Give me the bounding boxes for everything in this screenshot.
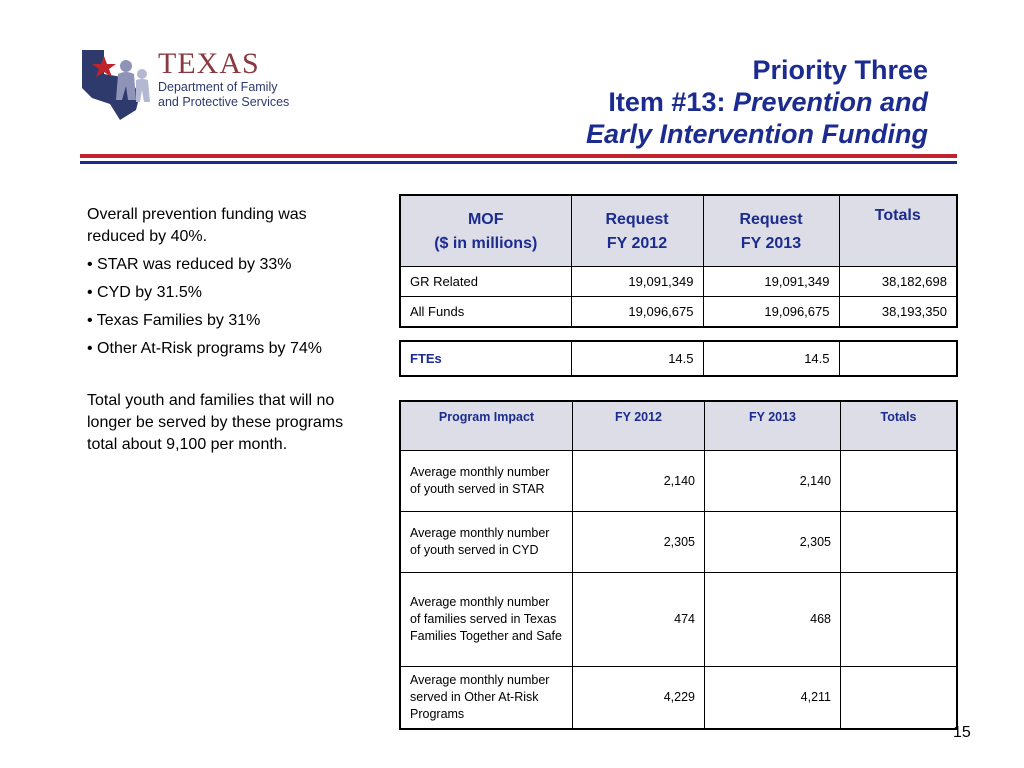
header-totals: Totals [839, 195, 957, 267]
logo-department-line: Department of Family [158, 80, 278, 94]
header-request-fy2013: Request FY 2013 [703, 195, 839, 267]
intro-paragraph: Overall prevention funding was reduced by 40%. [87, 206, 307, 245]
row-label: All Funds [400, 297, 571, 328]
fte-fy2013: 14.5 [703, 341, 839, 376]
fy2012-value: 19,091,349 [571, 267, 703, 297]
logo-services-line: and Protective Services [158, 95, 290, 109]
fy2012-value: 4,229 [573, 667, 705, 729]
table-row [400, 341, 957, 376]
title-rule-blue [80, 161, 957, 164]
fy2012-value: 19,096,675 [571, 297, 703, 328]
table-row [400, 297, 957, 328]
fte-label: FTEs [400, 341, 571, 376]
total-value [841, 512, 958, 573]
fy2013-value: 19,091,349 [703, 267, 839, 297]
bullet-other-at-risk: • Other At-Risk programs by 74% [87, 340, 323, 357]
header-fy2012: FY 2012 [573, 401, 705, 451]
program-impact-table [399, 400, 958, 730]
title-item-number: Item #13: [608, 87, 733, 117]
table-row [400, 573, 957, 667]
texas-family-icon [80, 48, 156, 124]
total-value [841, 573, 958, 667]
bullet-cyd: • CYD by 31.5% [87, 284, 202, 301]
fte-table [399, 340, 958, 377]
fy2013-value: 4,211 [705, 667, 841, 729]
fte-total [839, 341, 957, 376]
row-label: Average monthly number of youth served in CYD [400, 512, 573, 573]
dfps-logo [80, 48, 290, 124]
total-value [841, 451, 958, 512]
fy2013-value: 2,140 [705, 451, 841, 512]
table-row [400, 512, 957, 573]
table-row [400, 267, 957, 297]
logo-texas-text: TEXAS [158, 47, 260, 80]
title-line-1: Priority Three [752, 55, 928, 85]
header-mof: MOF ($ in millions) [400, 195, 571, 267]
fy2013-value: 2,305 [705, 512, 841, 573]
total-value [841, 667, 958, 729]
funding-table [399, 194, 958, 328]
slide-title [586, 54, 928, 150]
table-row [400, 667, 957, 729]
funding-header-row [400, 195, 957, 267]
table-row [400, 451, 957, 512]
row-label: Average monthly number served in Other At-Risk Programs [400, 667, 573, 729]
title-rule-red [80, 154, 957, 158]
total-value: 38,182,698 [839, 267, 957, 297]
fy2012-value: 474 [573, 573, 705, 667]
page-number: 15 [953, 724, 971, 741]
fy2013-value: 19,096,675 [703, 297, 839, 328]
title-line-2 [586, 86, 928, 118]
header-request-fy2012: Request FY 2012 [571, 195, 703, 267]
title-line-3: Early Intervention Funding [585, 119, 928, 149]
fy2013-value: 468 [705, 573, 841, 667]
impact-header-row [400, 401, 957, 451]
bullet-texas-families: • Texas Families by 31% [87, 312, 261, 329]
row-label: Average monthly number of families served in Texas Families Together and Safe [400, 573, 573, 667]
summary-paragraph: Total youth and families that will no longer be served by these programs total about 9,100 per month. [87, 392, 344, 453]
total-value: 38,193,350 [839, 297, 957, 328]
bullet-star: • STAR was reduced by 33% [87, 256, 292, 273]
header-totals: Totals [841, 401, 958, 451]
row-label: Average monthly number of youth served in STAR [400, 451, 573, 512]
fy2012-value: 2,140 [573, 451, 705, 512]
title-item-name: Prevention and [732, 87, 928, 117]
header-fy2013: FY 2013 [705, 401, 841, 451]
fy2012-value: 2,305 [573, 512, 705, 573]
summary-text [87, 204, 352, 456]
fte-fy2012: 14.5 [571, 341, 703, 376]
row-label: GR Related [400, 267, 571, 297]
header-program-impact: Program Impact [400, 401, 573, 451]
